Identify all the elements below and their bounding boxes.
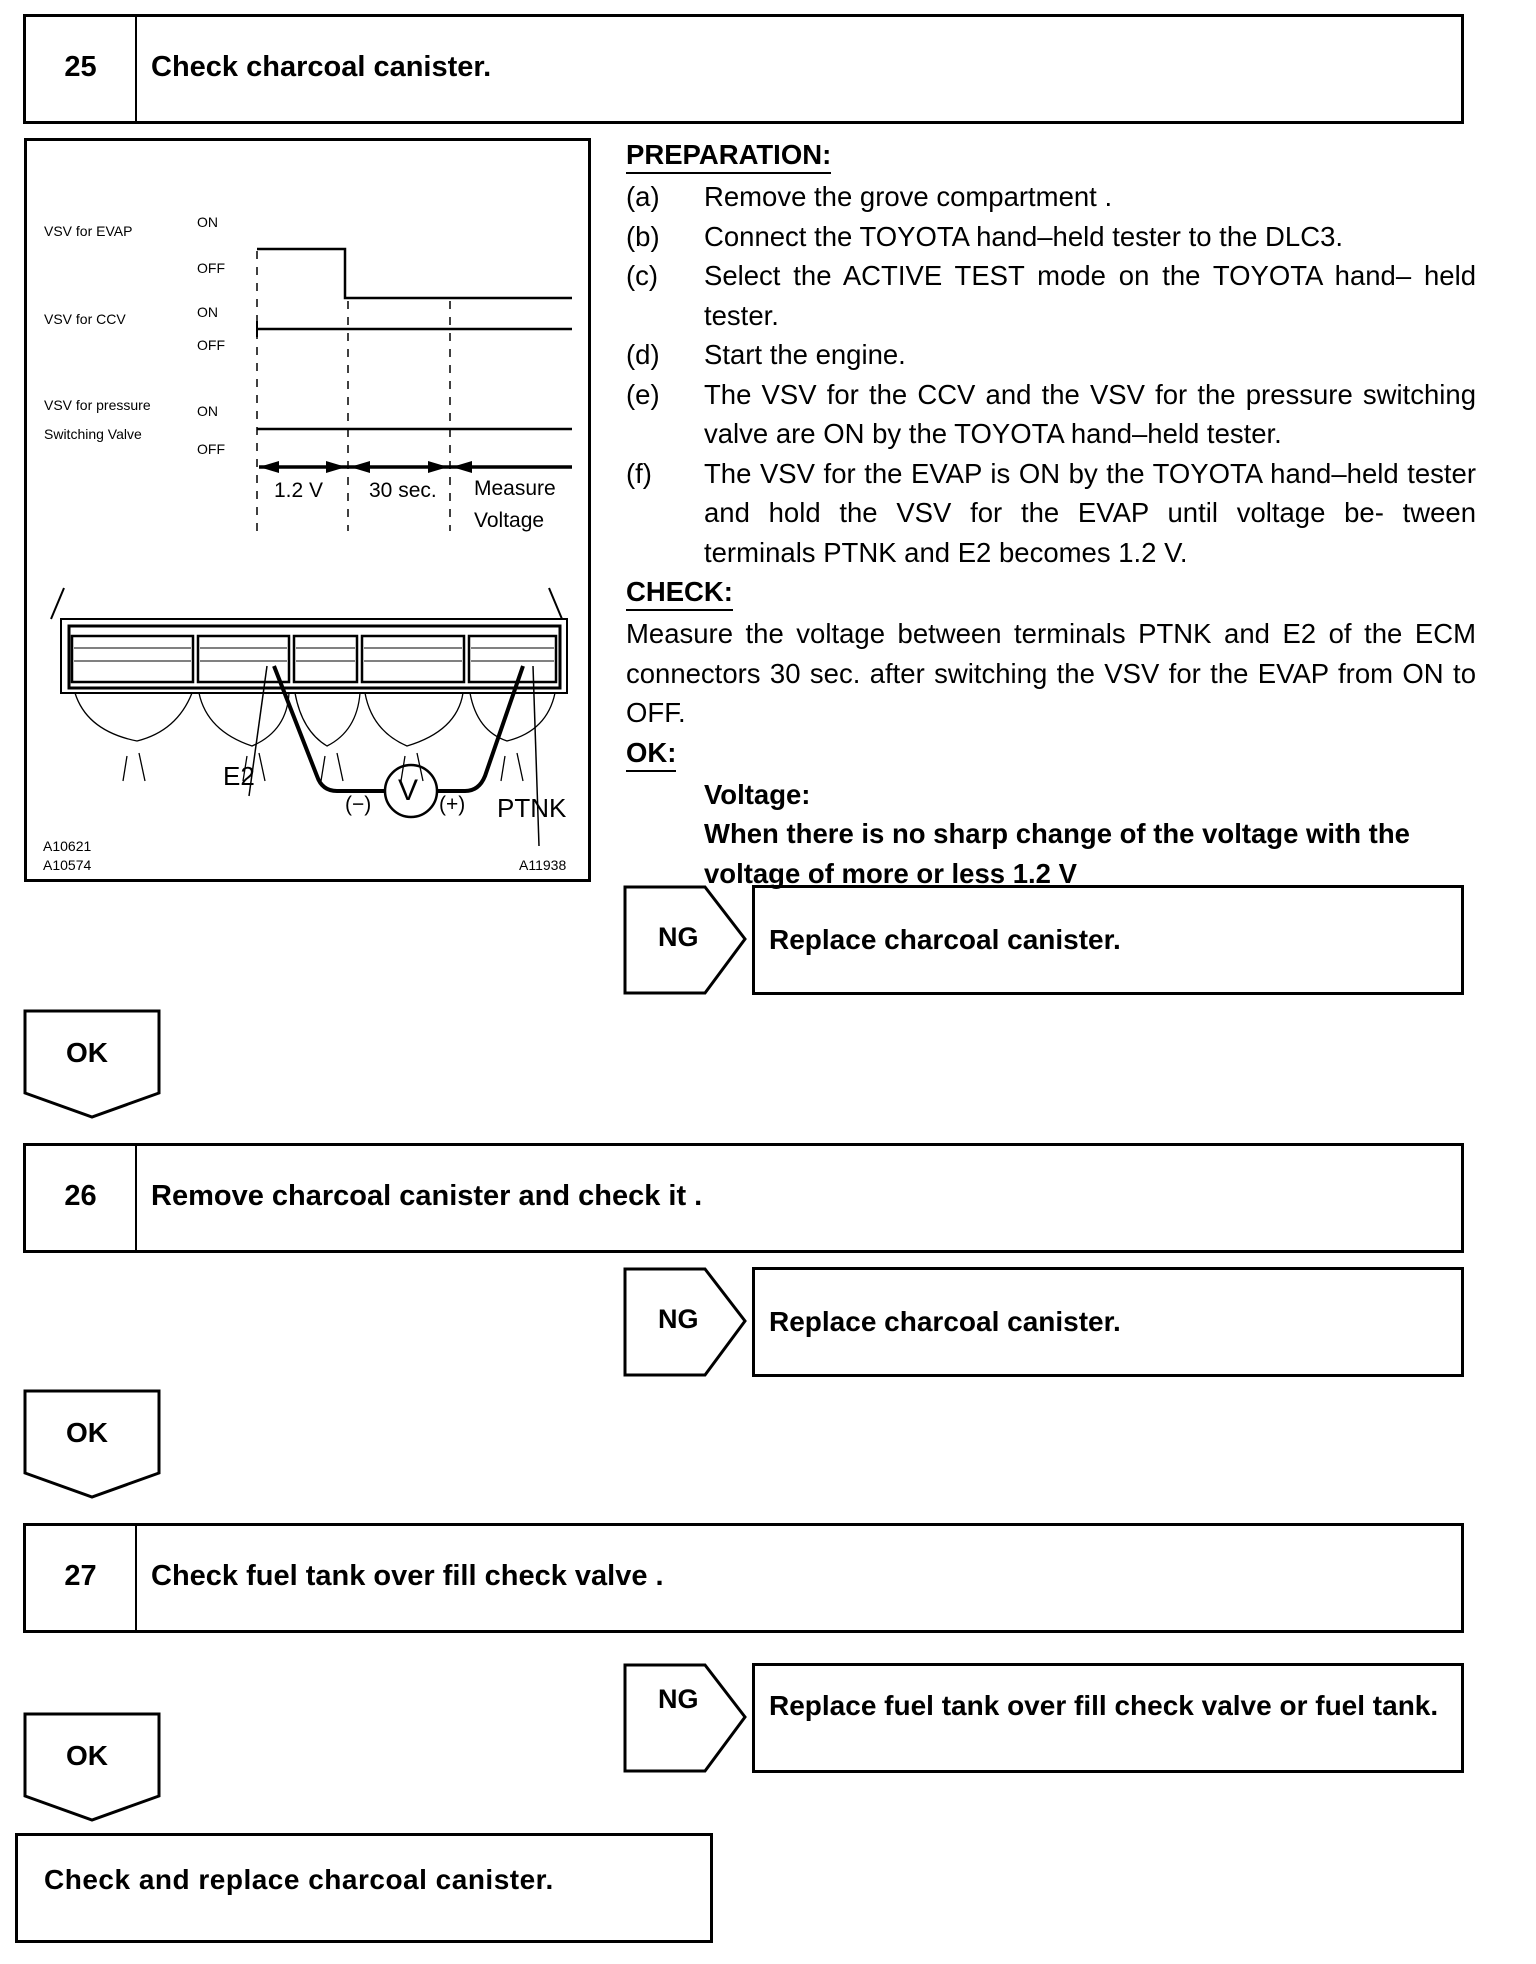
ok-label: OK [66, 1417, 108, 1448]
step-number: 27 [26, 1526, 137, 1630]
step-title: Check fuel tank over fill check valve . [151, 1559, 664, 1592]
pressure-on-label: ON [197, 403, 218, 419]
ng-label: NG [658, 922, 699, 952]
figure-code-2: A10574 [43, 857, 92, 873]
timing-and-connector-diagram [24, 138, 591, 882]
ok-label: OK [66, 1037, 108, 1068]
step-title: Check charcoal canister. [151, 50, 492, 83]
meter-negative-label: (−) [345, 793, 372, 816]
signal-label-pressure-1: VSV for pressure [44, 397, 151, 413]
ng-result-step-27: Replace fuel tank over fill check valve or fuel tank. [752, 1663, 1464, 1773]
signal-label-ccv: VSV for CCV [44, 311, 126, 327]
signal-label-evap: VSV for EVAP [44, 223, 133, 239]
procedure-text [626, 135, 1476, 893]
final-action-box: Check and replace charcoal canister. [15, 1833, 713, 1943]
interval-voltage: 1.2 V [274, 479, 324, 502]
figure-code-3: A11938 [519, 857, 567, 873]
check-heading: CHECK: [626, 575, 733, 611]
ok-label: OK [66, 1740, 108, 1771]
prep-item: (c) Select the ACTIVE TEST mode on the TOYOTA hand– held tester. [626, 260, 1476, 331]
step-26-header [23, 1143, 1464, 1253]
terminal-e2-label: E2 [223, 761, 255, 791]
ok-spec-label: Voltage: [704, 778, 811, 810]
meter-positive-label: (+) [439, 793, 466, 816]
evap-on-label: ON [197, 214, 218, 230]
step-25-header [23, 14, 1464, 124]
prep-item: (d) Start the engine. [626, 339, 906, 370]
ok-heading: OK: [626, 736, 676, 772]
ng-label: NG [658, 1304, 699, 1334]
interval-30sec: 30 sec. [369, 479, 437, 502]
prep-item: (a) Remove the grove compartment . [626, 181, 1113, 212]
step-title: Remove charcoal canister and check it . [151, 1179, 703, 1212]
step-27-header [23, 1523, 1464, 1633]
prep-item: (b) Connect the TOYOTA hand–held tester to the DLC3. [626, 220, 1343, 252]
preparation-heading: PREPARATION: [626, 138, 831, 174]
interval-measure: Measure [474, 477, 556, 500]
pressure-off-label: OFF [197, 441, 225, 457]
prep-item: (e) The VSV for the CCV and the VSV for the pressure switching valve are ON by the TOYOTA hand–held tester. [626, 378, 1476, 449]
prep-item: (f) The VSV for the EVAP is ON by the TOYOTA hand–held tester and hold the VSV for the EVAP until voltage be- tween terminals PTNK and E2 becomes 1.2 V. [626, 457, 1476, 568]
ng-result-step-26: Replace charcoal canister. [752, 1267, 1464, 1377]
ng-result-step-25: Replace charcoal canister. [752, 885, 1464, 995]
check-text: Measure the voltage between terminals PTNK and E2 of the ECM connectors 30 sec. after switching the VSV for the EVAP from ON to OFF. [626, 618, 1476, 728]
interval-voltage-2: Voltage [474, 509, 545, 532]
ccv-off-label: OFF [197, 337, 225, 353]
voltmeter-icon: V [398, 774, 419, 807]
step-number: 26 [26, 1146, 137, 1250]
terminal-ptnk-label: PTNK [497, 793, 567, 823]
ccv-on-label: ON [197, 304, 218, 320]
step-number: 25 [26, 17, 137, 121]
signal-label-pressure-2: Switching Valve [44, 426, 142, 442]
ng-arrow-icon [623, 1663, 749, 1775]
evap-off-label: OFF [197, 260, 225, 276]
ok-spec-text: When there is no sharp change of the voltage with the voltage of more or less 1.2 V [704, 818, 1410, 889]
ng-label: NG [658, 1684, 699, 1714]
figure-code-1: A10621 [43, 838, 92, 854]
